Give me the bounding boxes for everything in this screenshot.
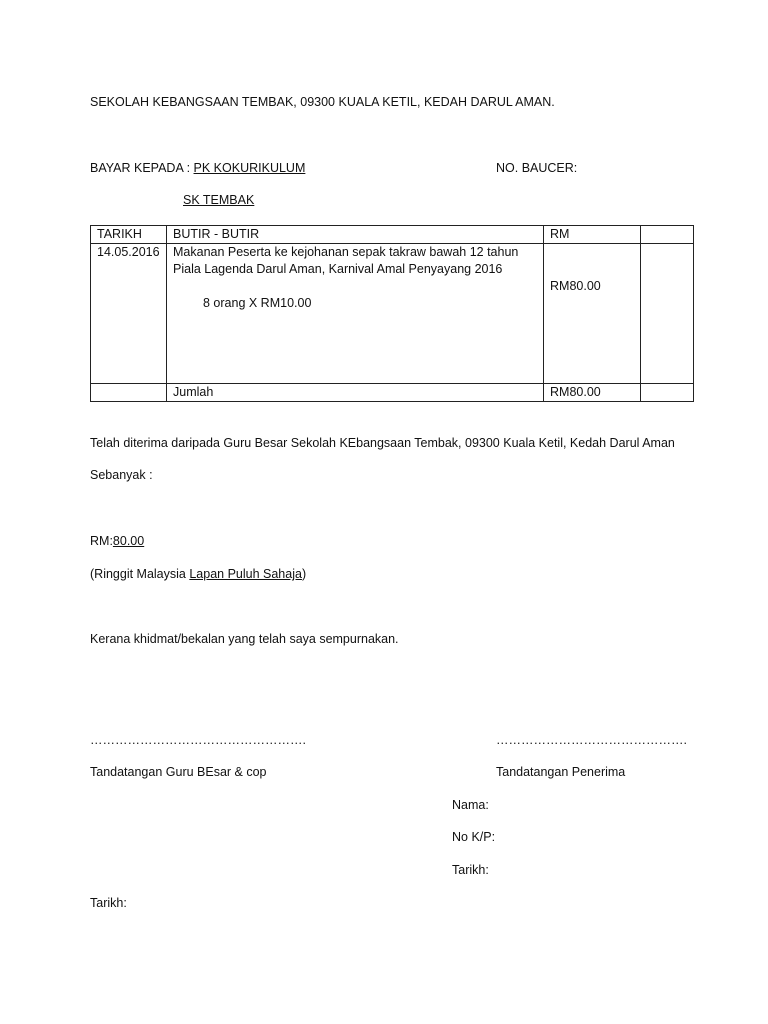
voucher-table xyxy=(90,225,694,402)
words-suffix: ) xyxy=(301,567,307,581)
total-extra-cell xyxy=(641,384,694,402)
total-label: Jumlah xyxy=(167,384,544,402)
right-signature-line: ………………………………………. xyxy=(496,733,687,747)
payee-name: PK KOKURIKULUM xyxy=(193,161,306,175)
detail-line-2: Piala Lagenda Darul Aman, Karnival Amal Penyayang 2016 xyxy=(173,262,503,276)
total-amount: RM80.00 xyxy=(544,384,641,402)
row-amount: RM80.00 xyxy=(550,279,601,293)
row-amount-cell xyxy=(544,244,641,384)
payee-name-line2: SK TEMBAK xyxy=(183,193,255,207)
row-empty-cell xyxy=(641,244,694,384)
reason-text: Kerana khidmat/bekalan yang telah saya sempurnakan. xyxy=(90,632,399,646)
column-header: TARIKH xyxy=(91,226,167,244)
amount-in-words: Lapan Puluh Sahaja xyxy=(189,567,302,581)
detail-line-1: Makanan Peserta ke kejohanan sepak takraw bawah 12 tahun xyxy=(173,245,519,259)
rm-value: 80.00 xyxy=(112,534,145,548)
amount-label: Sebanyak : xyxy=(90,468,153,482)
column-header: RM xyxy=(544,226,641,244)
headmaster-date-label: Tarikh: xyxy=(90,896,127,910)
headmaster-signature-label: Tandatangan Guru BEsar & cop xyxy=(90,765,267,779)
payee-line xyxy=(90,161,305,176)
table-row xyxy=(91,244,694,384)
rm-amount-line xyxy=(90,534,144,549)
voucher-number-label: NO. BAUCER: xyxy=(496,161,578,175)
pay-to-label: BAYAR KEPADA : xyxy=(90,161,191,175)
school-header: SEKOLAH KEBANGSAAN TEMBAK, 09300 KUALA KETIL, KEDAH DARUL AMAN. xyxy=(90,95,555,109)
column-header: BUTIR - BUTIR xyxy=(167,226,544,244)
rm-prefix: RM: xyxy=(90,534,113,548)
left-signature-line: ……………………………………………. xyxy=(90,733,306,747)
received-from-text: Telah diterima daripada Guru Besar Sekolah KEbangsaan Tembak, 09300 Kuala Ketil, Kedah Darul Aman xyxy=(90,436,675,450)
name-label: Nama: xyxy=(452,798,489,812)
row-details xyxy=(167,244,544,384)
row-date: 14.05.2016 xyxy=(91,244,167,384)
ic-number-label: No K/P: xyxy=(452,830,496,844)
recipient-signature-label: Tandatangan Penerima xyxy=(496,765,626,779)
table-total-row xyxy=(91,384,694,402)
recipient-date-label: Tarikh: xyxy=(452,863,489,877)
column-header xyxy=(641,226,694,244)
total-empty-cell xyxy=(91,384,167,402)
detail-calculation: 8 orang X RM10.00 xyxy=(203,296,312,310)
amount-in-words-line xyxy=(90,567,306,582)
words-prefix: (Ringgit Malaysia xyxy=(90,567,190,581)
table-header-row xyxy=(91,226,694,244)
